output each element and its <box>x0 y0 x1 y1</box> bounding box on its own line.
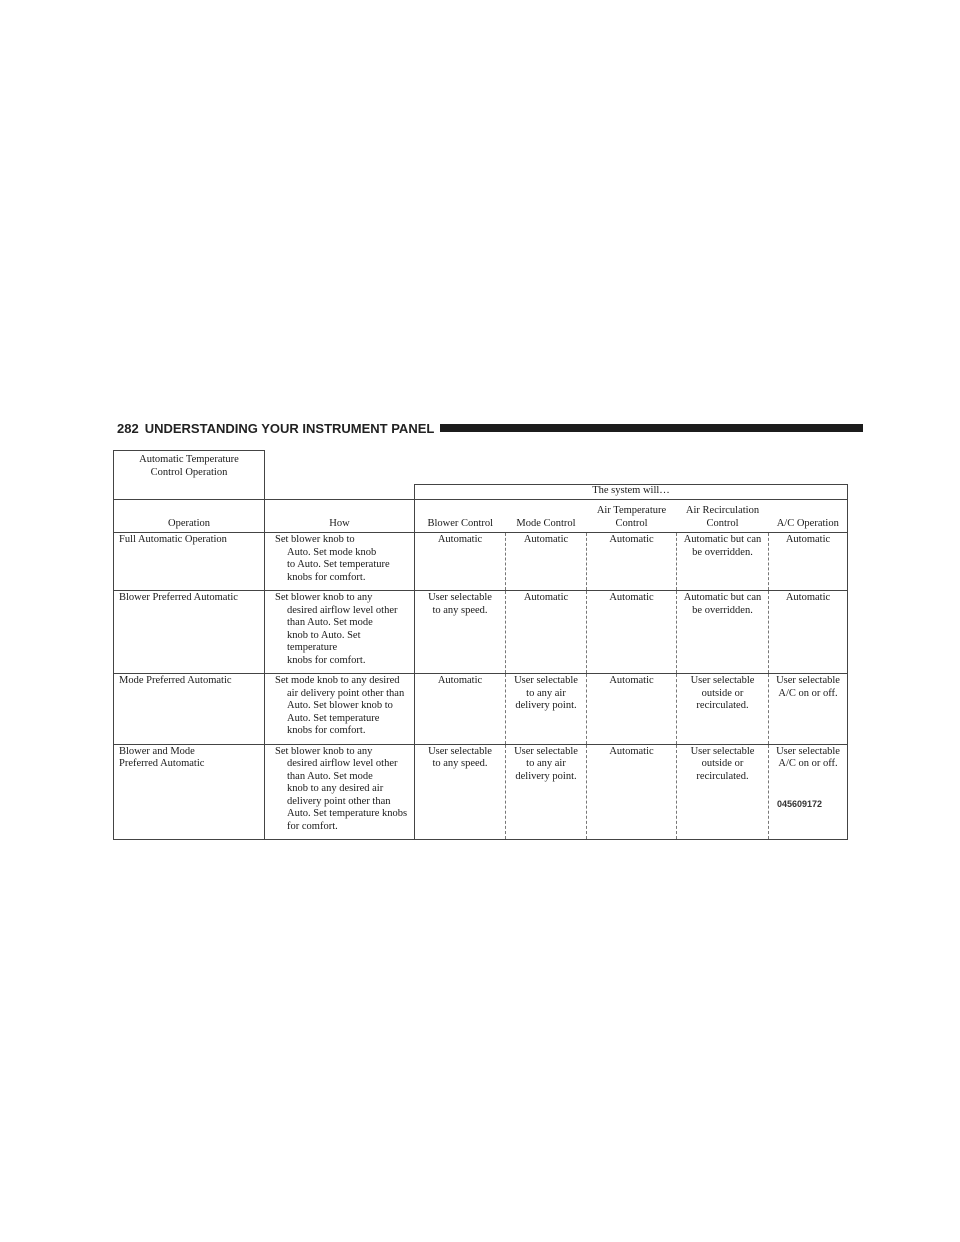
cell-how <box>265 591 415 674</box>
cell-line: User selectable <box>514 745 578 757</box>
cell-air-temperature <box>587 533 677 591</box>
blank-how-space <box>265 484 415 499</box>
cell-line: outside or <box>701 687 744 699</box>
cell-mode <box>506 744 587 840</box>
cell-air-temperature <box>587 591 677 674</box>
cell-line: knobs for comfort. <box>287 571 366 583</box>
cell-how <box>265 744 415 840</box>
page-header <box>117 418 863 438</box>
cell-air-recirculation <box>677 674 769 745</box>
column-header-row <box>114 499 848 533</box>
cell-line: recirculated. <box>696 700 749 711</box>
cell-line: Auto. Set blower knob to <box>287 700 393 711</box>
col-header-mode-control: Mode Control <box>506 499 587 533</box>
cell-line: delivery point. <box>515 770 577 782</box>
col-header-air-temperature-line-2: Control <box>615 517 648 529</box>
cell-ac <box>769 591 848 674</box>
cell-line: Blower Preferred Automatic <box>119 592 238 603</box>
col-header-air-recirculation-line-1: Air Recirculation <box>685 505 760 516</box>
cell-line: Automatic <box>437 534 483 545</box>
cell-line: to any air <box>526 687 566 699</box>
cell-ac <box>769 744 848 840</box>
cell-operation <box>114 533 265 591</box>
cell-line: User selectable <box>428 592 492 603</box>
cell-line: Automatic <box>523 534 569 545</box>
table-row <box>114 744 848 840</box>
cell-line: to any speed. <box>432 758 488 769</box>
cell-line: Automatic <box>609 675 654 686</box>
system-will-header: The system will… <box>415 484 848 499</box>
cell-line: Set mode knob to any desired <box>275 675 400 686</box>
cell-line: Set blower knob to <box>275 534 355 545</box>
cell-line: air delivery point other than <box>287 687 405 699</box>
table-row <box>114 674 848 745</box>
cell-ac <box>769 674 848 745</box>
span-header-row <box>114 484 848 499</box>
cell-line: Automatic <box>609 745 654 757</box>
header-rule <box>440 424 863 432</box>
cell-line: Automatic but can <box>683 534 762 545</box>
figure-id: 045609172 <box>777 799 823 809</box>
cell-line: User selectable <box>776 675 840 686</box>
cell-line: User selectable <box>690 745 755 757</box>
cell-line: to Auto. Set temperature <box>287 559 390 570</box>
cell-mode <box>506 591 587 674</box>
cell-line: Auto. Set mode knob <box>287 546 377 558</box>
cell-blower <box>415 674 506 745</box>
col-header-air-recirculation-line-2: Control <box>706 517 739 529</box>
cell-line: than Auto. Set mode <box>287 770 373 782</box>
cell-mode <box>506 533 587 591</box>
cell-line: desired airflow level other <box>287 604 398 616</box>
cell-line: delivery point. <box>515 700 577 711</box>
cell-operation <box>114 674 265 745</box>
cell-line: Automatic <box>523 592 569 603</box>
cell-air-temperature <box>587 744 677 840</box>
cell-line: Automatic <box>437 675 483 686</box>
cell-blower <box>415 744 506 840</box>
automatic-temperature-control-table <box>113 450 848 840</box>
section-title: UNDERSTANDING YOUR INSTRUMENT PANEL <box>144 420 435 436</box>
cell-line: delivery point other than <box>287 795 391 807</box>
cell-line: Auto. Set temperature knobs <box>287 808 408 819</box>
table-title <box>114 451 265 485</box>
cell-line: User selectable <box>690 675 755 686</box>
cell-blower <box>415 591 506 674</box>
cell-line: be overridden. <box>692 604 753 616</box>
cell-line: Auto. Set temperature <box>287 712 380 724</box>
table-title-line-1: Automatic Temperature <box>139 454 239 465</box>
cell-line: Preferred Automatic <box>119 758 205 769</box>
col-header-operation: Operation <box>114 499 265 533</box>
table-row <box>114 591 848 674</box>
cell-line: User selectable <box>428 745 492 757</box>
table-title-line-2: Control Operation <box>150 466 228 478</box>
cell-line: A/C on or off. <box>778 687 838 699</box>
cell-line: knob to Auto. Set temperature <box>287 629 361 653</box>
blank-header-space <box>265 451 848 485</box>
cell-line: User selectable <box>514 675 578 686</box>
cell-line: Automatic <box>609 534 654 545</box>
cell-how <box>265 533 415 591</box>
col-header-air-recirculation-control <box>677 499 769 533</box>
cell-air-recirculation <box>677 744 769 840</box>
cell-line: knobs for comfort. <box>287 654 366 666</box>
cell-line: Automatic <box>609 592 654 603</box>
table-title-row <box>114 451 848 485</box>
cell-line: recirculated. <box>696 770 749 782</box>
cell-line: for comfort. <box>287 820 338 832</box>
page-number: 282 <box>117 420 139 436</box>
cell-line: Blower and Mode <box>119 745 195 757</box>
cell-line: be overridden. <box>692 546 753 558</box>
cell-line: User selectable <box>776 745 840 757</box>
cell-line: Set blower knob to any <box>275 745 373 757</box>
cell-air-temperature <box>587 674 677 745</box>
cell-line: than Auto. Set mode <box>287 617 373 628</box>
col-header-air-temperature-control <box>587 499 677 533</box>
cell-line: knob to any desired air <box>287 783 384 794</box>
cell-mode <box>506 674 587 745</box>
title-cell-continuation <box>114 484 265 499</box>
cell-line: A/C on or off. <box>778 758 838 769</box>
col-header-air-temperature-line-1: Air Temperature <box>596 505 667 516</box>
cell-line: Full Automatic Operation <box>119 534 227 545</box>
cell-line: Automatic but can <box>683 592 762 603</box>
cell-line: to any speed. <box>432 604 488 616</box>
cell-operation <box>114 591 265 674</box>
cell-air-recirculation <box>677 533 769 591</box>
table-row <box>114 533 848 591</box>
cell-air-recirculation <box>677 591 769 674</box>
cell-line: Set blower knob to any <box>275 592 373 603</box>
cell-line: outside or <box>701 758 744 769</box>
cell-line: Mode Preferred Automatic <box>119 675 232 686</box>
col-header-how: How <box>265 499 415 533</box>
cell-line: knobs for comfort. <box>287 725 366 736</box>
cell-how <box>265 674 415 745</box>
cell-operation <box>114 744 265 840</box>
col-header-blower-control: Blower Control <box>415 499 506 533</box>
col-header-ac-operation: A/C Operation <box>769 499 848 533</box>
cell-line: desired airflow level other <box>287 758 398 769</box>
cell-line: Automatic <box>785 592 831 603</box>
cell-ac <box>769 533 848 591</box>
cell-blower <box>415 533 506 591</box>
cell-line: Automatic <box>785 534 831 545</box>
cell-line: to any air <box>526 758 566 769</box>
